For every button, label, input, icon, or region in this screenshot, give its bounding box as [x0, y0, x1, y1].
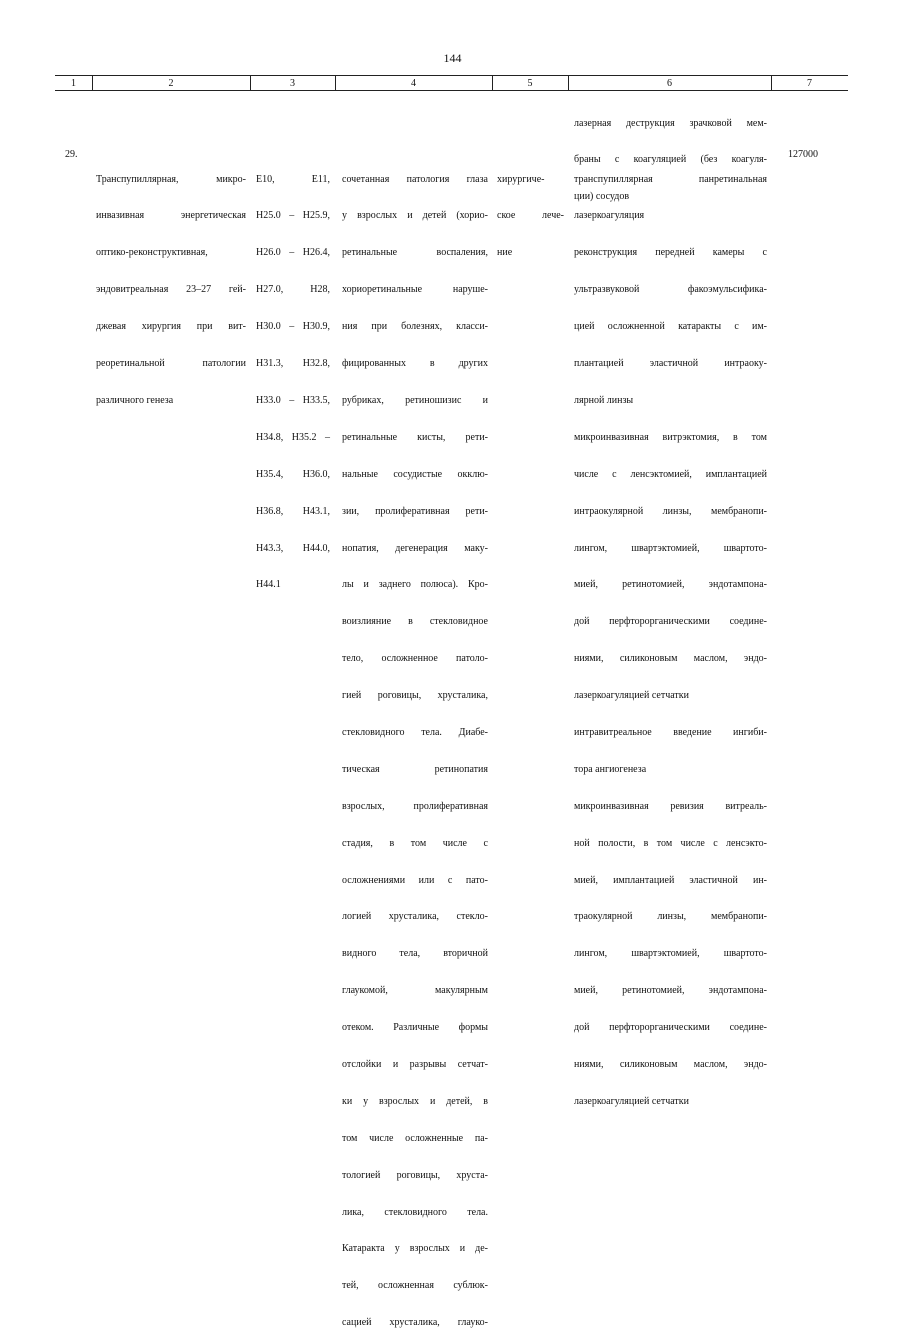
column-header-7: 7 [807, 78, 812, 89]
table-header-rule [55, 90, 848, 91]
column-header-5: 5 [527, 78, 533, 89]
treatment-type: хирургиче- ское лече- ние [497, 173, 564, 259]
treatment-method: транспупиллярная панретинальная лазеркоагуляция реконструкция передней камеры с ультразвуковой факоэмульсифика- цией осложненной катаракты с им- плантацией эластичной интраоку- лярной линзы микроинвазивная витрэктомия, в том числе с ленсэктомией, имплантацией интраокулярной линзы, мембранопи- лингом, швартэктомией, швартото- мией, ретинотомией, эндотампона- дой перфторорганическими соедине- ниями, силиконовым маслом, эндо- лазеркоагуляцией сетчатки интравитреальное введение ингиби- тора ангиогенеза микроинвазивная ревизия витреаль- ной полости, в том числе с ленсэкто- мией, имплантацией эластичной ин- траокулярной линзы, мембранопи- лингом, швартэктомией, швартото- мией, ретинотомией, эндотампона- дой перфторорганическими соедине- ниями, силиконовым маслом, эндо- лазеркоагуляцией сетчатки [574, 173, 767, 1107]
column-header-3: 3 [290, 78, 295, 89]
column-header-6: 6 [667, 78, 672, 89]
continuation-method-text: лазерная деструкция зрачковой мем- браны с коагуляцией (без коагуля- ции) сосудов [574, 117, 767, 203]
column-header-2: 2 [168, 78, 174, 89]
column-header-1: 1 [71, 78, 76, 89]
table-top-rule [55, 75, 848, 76]
diagnosis-description: сочетанная патология глаза у взрослых и детей (хорио- ретинальные воспаления, хориоретинальные наруше- ния при болезнях, класси- фицированных в других рубриках, ретиношизис и ретинальные кисты, рети- нальные сосудистые окклю- зии, пролиферативная рети- нопатия, дегенерация маку- лы и заднего полюса). Кро- воизлияние в стекловидное тело, осложненное патоло- гией роговицы, хрусталика, стекловидного тела. Диабе- тическая ретинопатия взрослых, пролиферативная стадия, в том числе с осложнениями или с пато- логией хрусталика, стекло- видного тела, вторичной глаукомой, макулярным отеком. Различные формы отслойки и разрывы сетчат- ки у взрослых и детей, в том числе осложненные па- тологией роговицы, хруста- лика, стекловидного тела. Катаракта у взрослых и де- тей, осложненная сублюк- сацией хрусталика, глауко- [342, 173, 488, 1329]
page-number: 144 [443, 51, 462, 65]
icd-codes: E10, E11, H25.0 – H25.9, H26.0 – H26.4, H27.0, H28, H30.0 – H30.9, H31.3, H32.8, H33.0 – H33.5, H34.8, H35.2 – H35.4, H36.0, H36.8, H43.1, H43.3, H44.0, H44.1 [256, 173, 330, 591]
procedure-name: Транспупиллярная, микро- инвазивная энергетическая оптико-реконструктивная, эндовитреальная 23–27 гей- джевая хирургия при вит- реоретинальной патологии различного генеза [96, 173, 246, 406]
row-number: 29. [65, 149, 78, 160]
column-header-4: 4 [411, 78, 416, 89]
cost-value: 127000 [788, 149, 818, 160]
